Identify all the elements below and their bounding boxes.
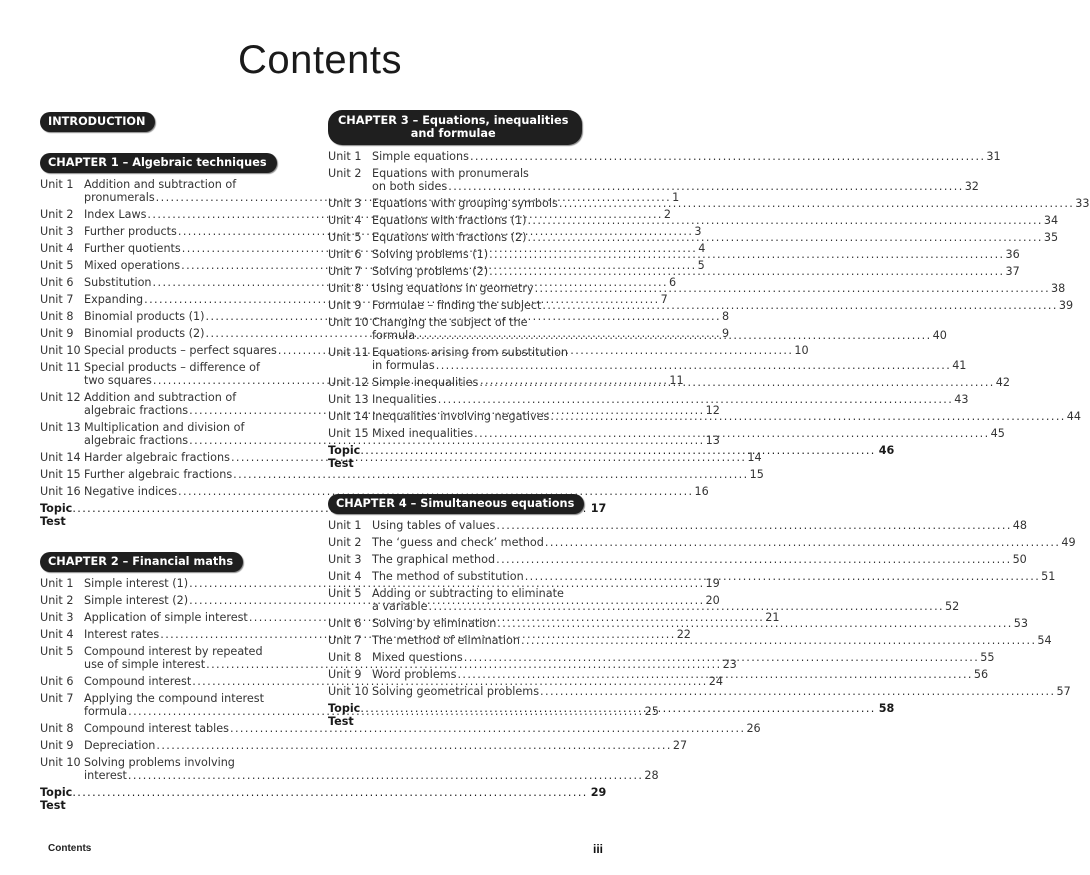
unit-number: Unit 3 xyxy=(40,225,74,238)
dot-leader xyxy=(527,214,1042,227)
unit-number: Unit 16 xyxy=(40,485,81,498)
unit-title-line-1: Addition and subtraction of xyxy=(84,178,237,191)
unit-title: Simple interest (1) xyxy=(84,577,189,590)
unit-number: Unit 6 xyxy=(40,675,74,688)
page-number: 35 xyxy=(1043,231,1059,244)
unit-title: The method of substitution xyxy=(372,570,524,583)
toc-entry[interactable] xyxy=(328,167,979,193)
unit-number: Unit 5 xyxy=(40,645,74,658)
unit-title-line-1: Compound interest by repeated xyxy=(84,645,263,658)
unit-title: Substitution xyxy=(84,276,152,289)
unit-title: Mixed questions xyxy=(372,651,463,664)
chapter-heading[interactable]: CHAPTER 4 – Simultaneous equations xyxy=(328,494,584,514)
unit-title-line-1: Addition and subtraction of xyxy=(84,391,237,404)
unit-number: Unit 15 xyxy=(328,427,369,440)
unit-title: Depreciation xyxy=(84,739,156,752)
page-number: 33 xyxy=(1075,197,1090,210)
unit-title: Compound interest xyxy=(84,675,192,688)
dot-leader xyxy=(457,668,972,681)
unit-title: Inequalities involving negatives xyxy=(372,410,550,423)
unit-number: Unit 4 xyxy=(40,628,74,641)
dot-leader xyxy=(542,299,1057,312)
toc-entry[interactable] xyxy=(328,570,1056,583)
chapter-heading-line-2: and formulae xyxy=(410,127,496,140)
unit-number: Unit 6 xyxy=(328,248,362,261)
chapter-heading[interactable] xyxy=(328,110,582,145)
unit-title: Equations with fractions (1) xyxy=(372,214,527,227)
unit-title: a variable xyxy=(372,600,428,613)
unit-title: Negative indices xyxy=(84,485,178,498)
toc-entry[interactable] xyxy=(40,468,764,481)
page-number: 6 xyxy=(668,276,677,289)
chapter-3-section xyxy=(328,110,1090,470)
toc-entry[interactable] xyxy=(40,485,709,498)
unit-title: interest xyxy=(84,769,127,782)
unit-title: Special products – perfect squares xyxy=(84,344,277,357)
toc-entry[interactable] xyxy=(40,739,688,752)
unit-title: Solving geometrical problems xyxy=(372,685,540,698)
unit-title: Harder algebraic fractions xyxy=(84,451,230,464)
toc-entry[interactable] xyxy=(328,197,1090,210)
toc-entry[interactable] xyxy=(328,651,995,664)
unit-number: Unit 8 xyxy=(328,282,362,295)
unit-title: Binomial products (1) xyxy=(84,310,205,323)
toc-entry[interactable] xyxy=(328,393,969,406)
toc-entry[interactable] xyxy=(328,316,947,342)
page-number: 34 xyxy=(1043,214,1059,227)
unit-title: two squares xyxy=(84,374,152,387)
page-number: 54 xyxy=(1037,634,1052,647)
unit-title: Inequalities xyxy=(372,393,437,406)
unit-number: Unit 7 xyxy=(328,265,362,278)
footer-section-label: Contents xyxy=(48,843,92,854)
page-number: 10 xyxy=(794,344,809,357)
page-number: 51 xyxy=(1041,570,1056,583)
topic-test-label: Topic Test xyxy=(328,444,361,470)
page-number: 42 xyxy=(995,376,1011,389)
unit-title: Formulae – finding the subject xyxy=(372,299,542,312)
page-number: 15 xyxy=(749,468,764,481)
page-number: 38 xyxy=(1051,282,1066,295)
unit-title: Solving problems (1) xyxy=(372,248,489,261)
unit-number: Unit 9 xyxy=(328,668,362,681)
unit-number: Unit 15 xyxy=(40,468,81,481)
page-number: 46 xyxy=(878,444,895,457)
unit-title: on both sides xyxy=(372,180,448,193)
page-number: 29 xyxy=(590,786,607,799)
unit-number: Unit 7 xyxy=(40,692,74,705)
unit-title: Solving problems (2) xyxy=(372,265,489,278)
toc-entry[interactable] xyxy=(328,214,1059,227)
dot-leader xyxy=(527,231,1042,244)
introduction-section xyxy=(40,110,312,132)
unit-title: Using equations in geometry xyxy=(372,282,534,295)
page-number: 32 xyxy=(964,180,979,193)
unit-title: pronumerals xyxy=(84,191,155,204)
dot-leader xyxy=(128,769,643,782)
unit-title-line-1: Adding or subtracting to eliminate xyxy=(372,587,564,600)
dot-leader xyxy=(497,617,1012,630)
unit-number: Unit 6 xyxy=(40,276,74,289)
toc-entry[interactable] xyxy=(40,722,761,735)
page-number: 16 xyxy=(694,485,709,498)
unit-number: Unit 2 xyxy=(40,208,74,221)
unit-title: use of simple interest xyxy=(84,658,206,671)
unit-title: formula xyxy=(372,329,416,342)
toc-entry[interactable] xyxy=(328,299,1074,312)
unit-title: algebraic fractions xyxy=(84,434,189,447)
unit-number: Unit 4 xyxy=(328,214,362,227)
unit-number: Unit 11 xyxy=(328,346,369,359)
dot-leader xyxy=(479,376,994,389)
toc-entry[interactable] xyxy=(40,756,659,782)
dot-leader xyxy=(525,570,1040,583)
unit-number: Unit 1 xyxy=(40,178,74,191)
unit-number: Unit 7 xyxy=(328,634,362,647)
dot-leader xyxy=(489,248,1004,261)
unit-number: Unit 3 xyxy=(40,611,74,624)
page-number: 17 xyxy=(590,502,607,515)
page-number: 36 xyxy=(1005,248,1020,261)
page-number: 53 xyxy=(1013,617,1028,630)
topic-test-label: Topic Test xyxy=(328,702,361,728)
page-number: 14 xyxy=(747,451,762,464)
page-number: 58 xyxy=(878,702,895,715)
dot-leader xyxy=(489,265,1004,278)
unit-title: Compound interest tables xyxy=(84,722,229,735)
unit-title: Expanding xyxy=(84,293,144,306)
topic-test-entry[interactable] xyxy=(40,786,607,812)
topic-test-label: Topic Test xyxy=(40,502,73,528)
unit-number: Unit 4 xyxy=(40,242,74,255)
page-number: 37 xyxy=(1005,265,1020,278)
dot-leader xyxy=(416,329,931,342)
unit-number: Unit 6 xyxy=(328,617,362,630)
unit-title: Further quotients xyxy=(84,242,181,255)
unit-title-line-1: Multiplication and division of xyxy=(84,421,245,434)
dot-leader xyxy=(521,634,1036,647)
unit-title: Simple equations xyxy=(372,150,469,163)
unit-number: Unit 10 xyxy=(328,685,369,698)
unit-title: Index Laws xyxy=(84,208,147,221)
unit-title-line-1: Applying the compound interest xyxy=(84,692,264,705)
page-title: Contents xyxy=(237,38,403,82)
dot-leader xyxy=(496,553,1011,566)
page-number: 7 xyxy=(660,293,668,306)
page-number: 40 xyxy=(932,329,947,342)
unit-title: Simple interest (2) xyxy=(84,594,189,607)
dot-leader xyxy=(540,685,1055,698)
unit-title: Equations with fractions (2) xyxy=(372,231,527,244)
dot-leader xyxy=(535,282,1050,295)
unit-number: Unit 3 xyxy=(328,553,362,566)
unit-number: Unit 1 xyxy=(328,519,362,532)
unit-number: Unit 1 xyxy=(40,577,74,590)
unit-number: Unit 9 xyxy=(40,327,74,340)
page-number: 28 xyxy=(644,769,659,782)
page-number: 45 xyxy=(990,427,1005,440)
page-number: 41 xyxy=(952,359,967,372)
unit-title-line-1: Special products – difference of xyxy=(84,361,260,374)
unit-title: Application of simple interest xyxy=(84,611,248,624)
toc-entry[interactable] xyxy=(328,553,1027,566)
unit-number: Unit 5 xyxy=(328,587,362,600)
page-number: 26 xyxy=(746,722,761,735)
unit-number: Unit 2 xyxy=(40,594,74,607)
unit-number: Unit 13 xyxy=(328,393,369,406)
unit-number: Unit 8 xyxy=(328,651,362,664)
unit-title-line-1: Changing the subject of the xyxy=(372,316,528,329)
dot-leader xyxy=(545,536,1060,549)
unit-number: Unit 5 xyxy=(328,231,362,244)
unit-number: Unit 13 xyxy=(40,421,81,434)
unit-title: Equations with grouping symbols xyxy=(372,197,558,210)
unit-title: Simple inequalities xyxy=(372,376,479,389)
toc-entry[interactable] xyxy=(328,519,1028,532)
unit-title: algebraic fractions xyxy=(84,404,189,417)
page-number: 19 xyxy=(705,577,720,590)
page-number: 50 xyxy=(1012,553,1027,566)
unit-number: Unit 3 xyxy=(328,197,362,210)
page-number: 13 xyxy=(705,434,720,447)
topic-test-label: Topic Test xyxy=(40,786,73,812)
unit-title: Binomial products (2) xyxy=(84,327,205,340)
unit-title: Mixed inequalities xyxy=(372,427,474,440)
page-number: 23 xyxy=(722,658,737,671)
unit-title: The ‘guess and check’ method xyxy=(372,536,544,549)
unit-number: Unit 4 xyxy=(328,570,362,583)
unit-title: Solving by elimination xyxy=(372,617,497,630)
page-number: 22 xyxy=(676,628,691,641)
unit-title: Word problems xyxy=(372,668,457,681)
dot-leader xyxy=(464,651,979,664)
unit-number: Unit 10 xyxy=(328,316,369,329)
unit-title-line-1: Solving problems involving xyxy=(84,756,235,769)
unit-number: Unit 12 xyxy=(40,391,81,404)
page-number: 52 xyxy=(945,600,960,613)
toc-entry[interactable] xyxy=(328,536,1076,549)
unit-title: Interest rates xyxy=(84,628,160,641)
dot-leader xyxy=(496,519,1011,532)
page-number: 8 xyxy=(721,310,730,323)
page-number: 21 xyxy=(765,611,780,624)
unit-number: Unit 12 xyxy=(328,376,369,389)
page-number: 27 xyxy=(672,739,688,752)
page-number: 31 xyxy=(986,150,1001,163)
unit-number: Unit 14 xyxy=(40,451,81,464)
unit-number: Unit 14 xyxy=(328,410,369,423)
toc-entry[interactable] xyxy=(40,577,720,590)
unit-title: The graphical method xyxy=(372,553,496,566)
unit-number: Unit 5 xyxy=(40,259,74,272)
toc-entry[interactable] xyxy=(328,231,1059,244)
dot-leader xyxy=(470,150,985,163)
introduction-heading[interactable]: INTRODUCTION xyxy=(40,112,155,132)
page-number: 57 xyxy=(1056,685,1071,698)
unit-number: Unit 2 xyxy=(328,167,362,180)
page-number: 55 xyxy=(980,651,995,664)
page-number: 2 xyxy=(663,208,671,221)
page-number: 56 xyxy=(973,668,989,681)
page-number: 12 xyxy=(705,404,720,417)
unit-number: Unit 2 xyxy=(328,536,362,549)
page-number: 3 xyxy=(694,225,702,238)
dot-leader xyxy=(72,786,587,812)
page-number: 5 xyxy=(697,259,705,272)
unit-title: The method of elimination xyxy=(372,634,520,647)
page-number: 9 xyxy=(721,327,730,340)
unit-title-line-1: Equations with pronumerals xyxy=(372,167,529,180)
dot-leader xyxy=(448,180,963,193)
page-number: 48 xyxy=(1012,519,1028,532)
unit-number: Unit 8 xyxy=(40,310,74,323)
toc-entry[interactable] xyxy=(328,265,1020,278)
unit-title: Further products xyxy=(84,225,177,238)
page-number: 39 xyxy=(1058,299,1074,312)
toc-entry[interactable] xyxy=(40,675,723,688)
dot-leader xyxy=(436,359,951,372)
unit-title: Mixed operations xyxy=(84,259,181,272)
page-number: 44 xyxy=(1066,410,1082,423)
unit-number: Unit 8 xyxy=(40,722,74,735)
page-number: 1 xyxy=(672,191,680,204)
unit-list xyxy=(328,150,1090,470)
unit-number: Unit 10 xyxy=(40,344,81,357)
unit-title: Using tables of values xyxy=(372,519,496,532)
unit-title-line-1: Equations arising from substitution xyxy=(372,346,569,359)
toc-entry[interactable] xyxy=(328,282,1066,295)
unit-number: Unit 7 xyxy=(40,293,74,306)
dot-leader xyxy=(156,739,671,752)
unit-number: Unit 9 xyxy=(40,739,74,752)
page-number: 43 xyxy=(954,393,969,406)
toc-entry[interactable] xyxy=(328,685,1071,698)
footer-page-number: iii xyxy=(593,842,604,856)
unit-title: Further algebraic fractions xyxy=(84,468,233,481)
chapter-heading[interactable]: CHAPTER 2 – Financial maths xyxy=(40,552,243,572)
page-number: 11 xyxy=(669,374,684,387)
dot-leader xyxy=(474,427,989,440)
dot-leader xyxy=(550,410,1065,423)
unit-number: Unit 10 xyxy=(40,756,81,769)
page-number: 24 xyxy=(708,675,723,688)
unit-number: Unit 9 xyxy=(328,299,362,312)
dot-leader xyxy=(438,393,953,406)
unit-title: in formulas xyxy=(372,359,435,372)
page-number: 25 xyxy=(644,705,659,718)
dot-leader xyxy=(429,600,944,613)
toc-entry[interactable] xyxy=(328,427,1005,440)
dot-leader xyxy=(360,702,875,728)
toc-entry[interactable] xyxy=(328,248,1020,261)
toc-entry[interactable] xyxy=(328,150,1001,163)
unit-number: Unit 1 xyxy=(328,150,362,163)
dot-leader xyxy=(559,197,1074,210)
unit-number: Unit 11 xyxy=(40,361,81,374)
page-number: 20 xyxy=(705,594,720,607)
page-number: 4 xyxy=(698,242,706,255)
page-number: 49 xyxy=(1061,536,1076,549)
chapter-heading-line-1: CHAPTER 3 – Equations, inequalities xyxy=(338,114,569,127)
unit-title: formula xyxy=(84,705,128,718)
toc-entry[interactable] xyxy=(328,668,989,681)
chapter-heading[interactable]: CHAPTER 1 – Algebraic techniques xyxy=(40,153,277,173)
dot-leader xyxy=(360,444,875,470)
